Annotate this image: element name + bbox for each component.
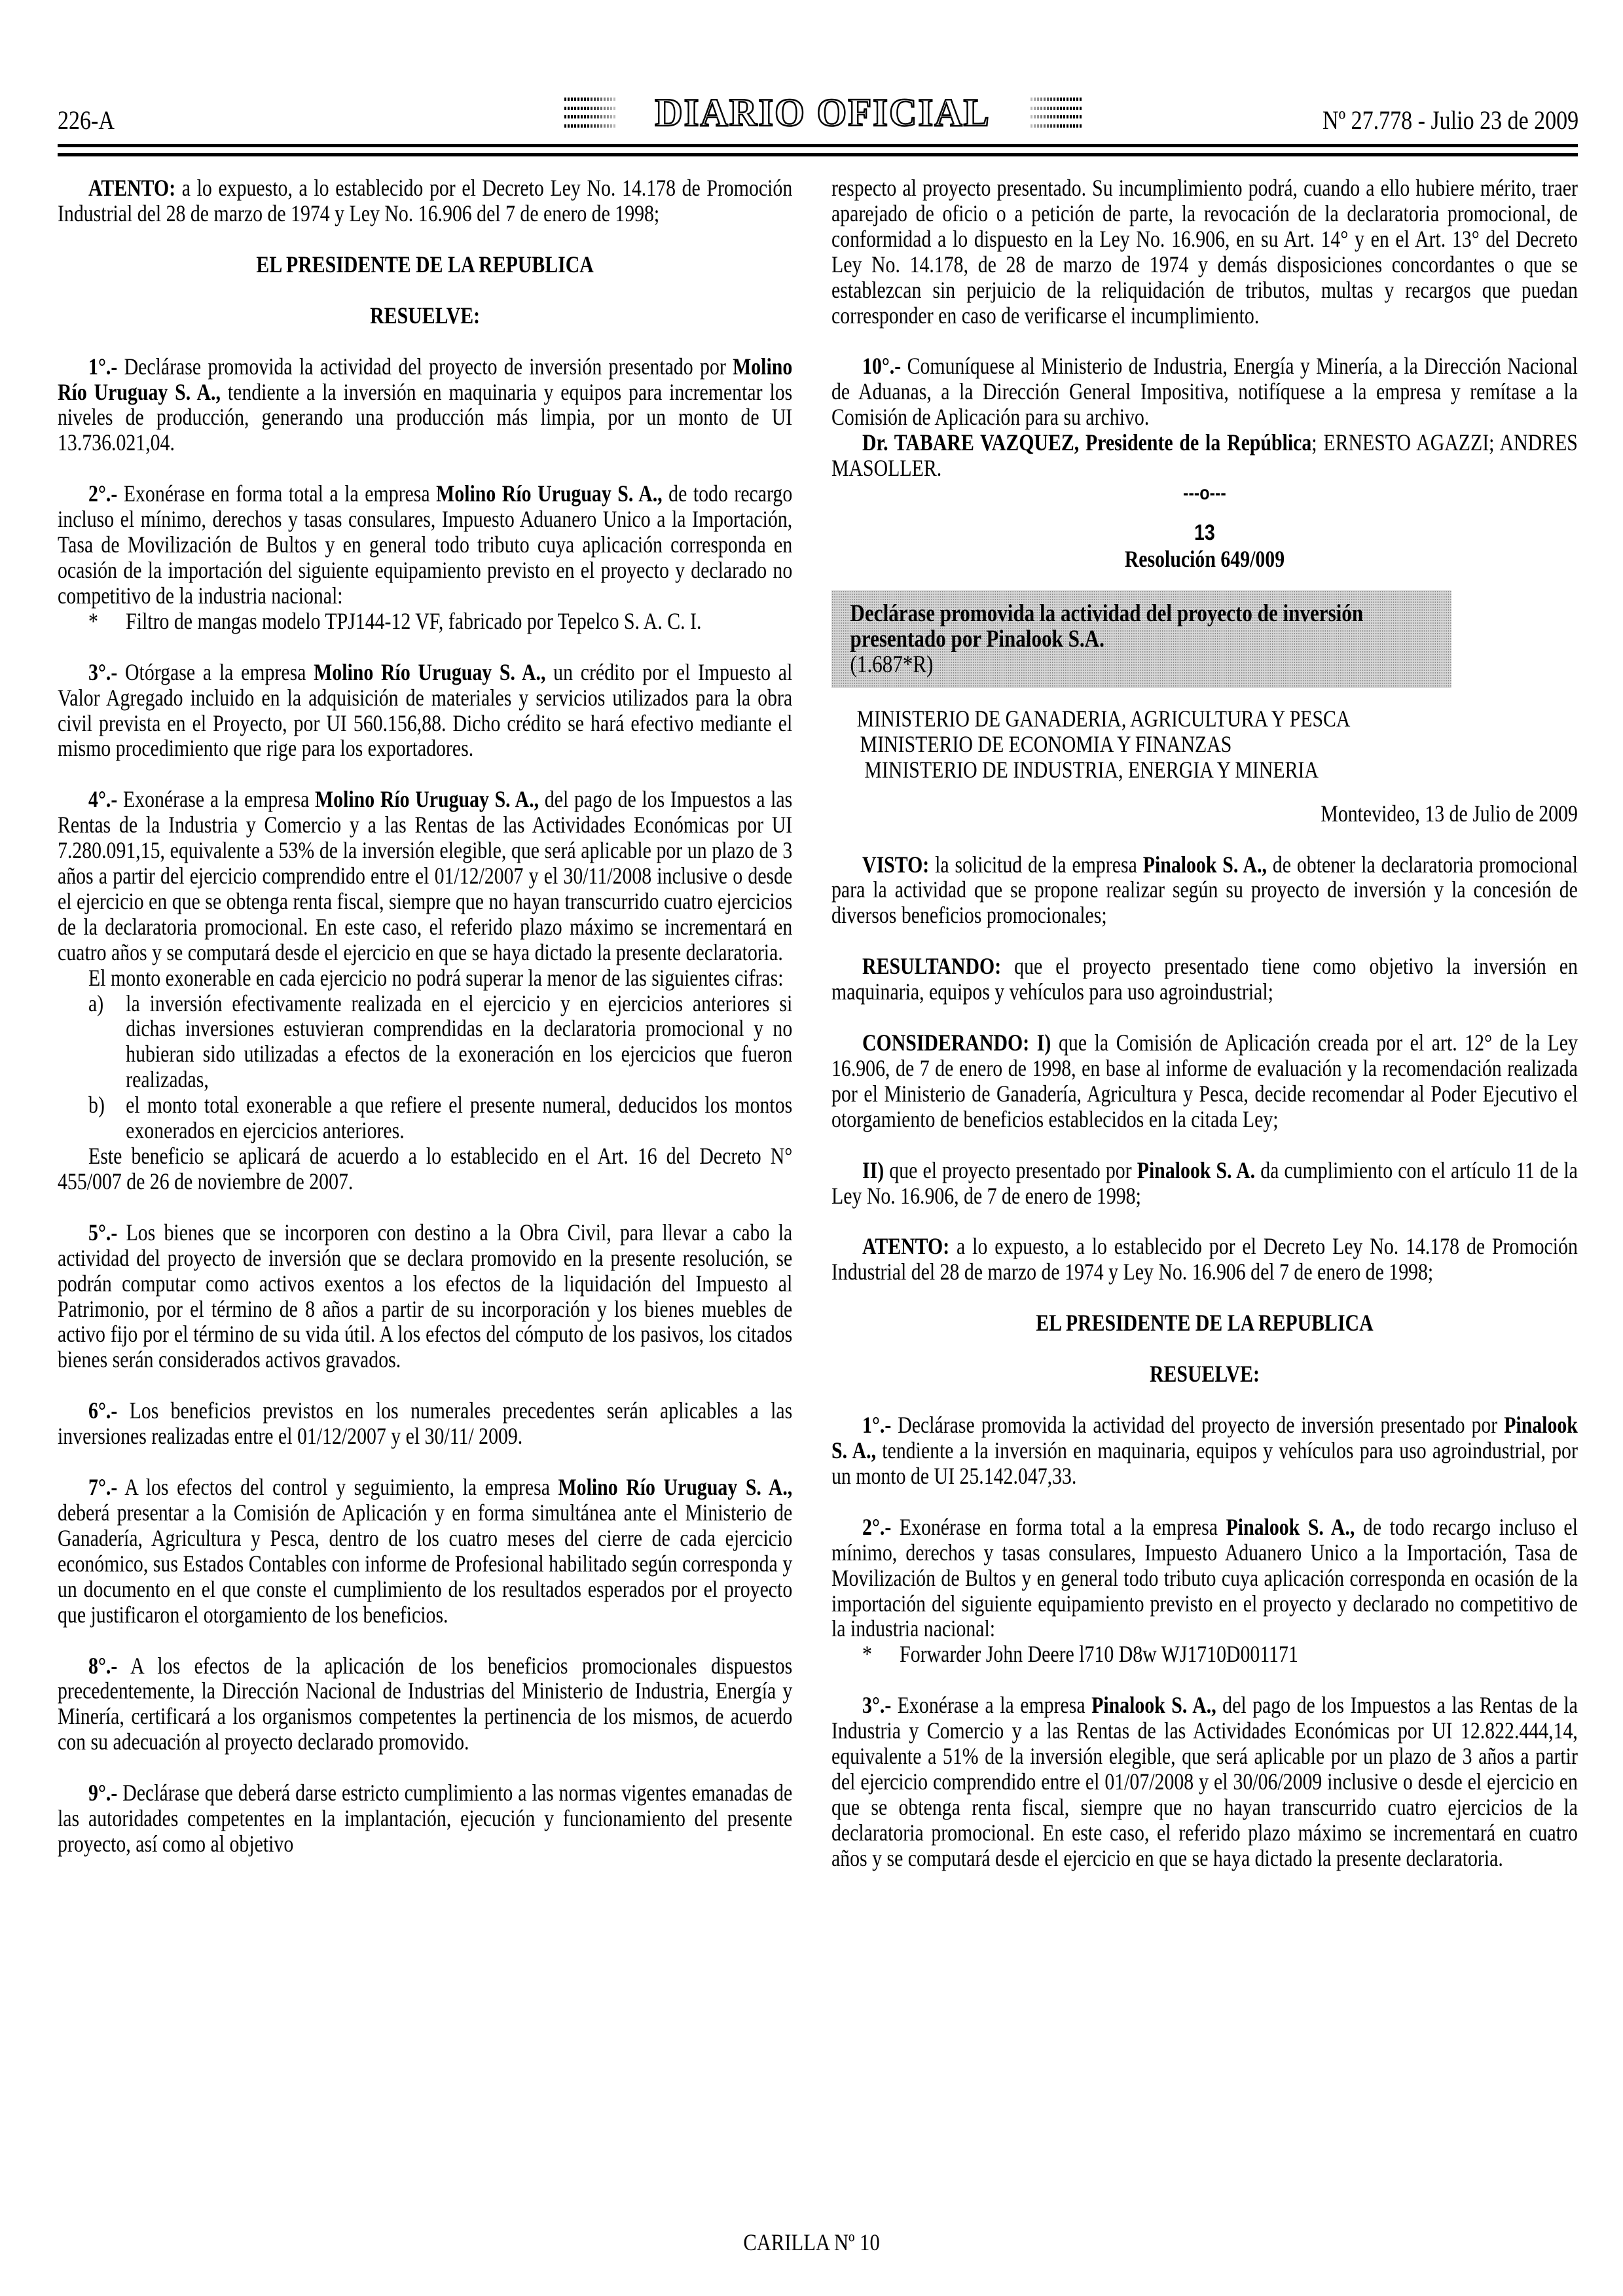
atento-label: ATENTO: — [88, 175, 176, 201]
article-5-number: 5°.- — [88, 1219, 118, 1246]
issue-number-date: Nº 27.778 - Julio 23 de 2009 — [1322, 105, 1578, 135]
resuelve-heading: RESUELVE: — [370, 302, 481, 329]
summary-code: (1.687*R) — [850, 651, 934, 678]
considerando-paragraph — [831, 1030, 1578, 1132]
company-name: Pinalook S. A., — [1142, 851, 1267, 878]
masthead-logo — [564, 91, 1082, 134]
signature-ministers: ; ERNESTO AGAZZI; ANDRES MASOLLER. — [831, 429, 1578, 482]
article-10-number: 10°.- — [862, 353, 902, 380]
masthead-ornament-right-icon — [1030, 98, 1082, 128]
limit-list-item-b — [58, 1092, 792, 1143]
equipment-text: Forwarder John Deere l710 D8w WJ1710D001171 — [900, 1641, 1298, 1668]
ministry-line: MINISTERIO DE ECONOMIA Y FINANZAS — [860, 730, 1232, 757]
equipment-text: Filtro de mangas modelo TPJ144-12 VF, fabricado por Tepelco S. A. C. I. — [126, 607, 702, 634]
article-1-text-a: Declárase promovida la actividad del proyecto de inversión presentado por — [117, 353, 733, 380]
company-name: Molino Río Uruguay S. A., — [558, 1474, 793, 1501]
resuelve-heading: RESUELVE: — [1149, 1361, 1260, 1388]
masthead-ornament-left-icon — [564, 98, 615, 128]
page-footer — [0, 2229, 1623, 2256]
article-3 — [831, 1693, 1578, 1871]
article-9-continued: respecto al proyecto presentado. Su incumplimiento podrá, cuando a ello hubiere mérito, traer aparejado de oficio o a petición de parte, la revocación de la declaratoria promocional, de conformidad a lo dispuesto en la Ley No. 16.906, en su Art. 14° y en el Art. 13° del Decreto Ley No. 14.178, de 28 de marzo de 1974 y demás disposiciones concordantes o que se establezcan sin perjuicio de la reliquidación de tributos, multas y recargos que puedan corresponder en caso de verificarse el incumplimiento. — [831, 175, 1578, 329]
header-rule-top — [58, 144, 1578, 147]
presidente-heading: EL PRESIDENTE DE LA REPUBLICA — [1036, 1310, 1374, 1336]
article-2 — [58, 481, 792, 609]
header-rule-bottom — [58, 153, 1578, 156]
visto-text-a: la solicitud de la empresa — [929, 851, 1143, 878]
article-3-text-b: del pago de los Impuestos a las Rentas de la Industria y Comercio y a las Rentas de las Actividades Económicas por UI 12.822.444,14, equivalente a 51% de la inversión elegible, que será aplicable por un plazo de 3 años a partir del ejercicio comprendido entre el 01/07/2008 y el 30/06/2009 inclusive o desde el ejercicio en que se obtenga renta fiscal, siempre que no hayan transcurrido cuatro ejercicios de la declaratoria promocional. En este caso, el referido plazo máximo se incrementará en cuatro años y se computará desde el ejercicio en que se haya dictado la presente declaratoria. — [831, 1692, 1578, 1871]
article-10 — [831, 353, 1578, 430]
signature-president: Dr. TABARE VAZQUEZ, Presidente de la República — [862, 429, 1312, 456]
article-2-text-a: Exonérase en forma total a la empresa — [891, 1513, 1226, 1540]
page-number: 226-A — [58, 105, 115, 135]
considerando-text: que la Comisión de Aplicación creada por el art. 12° de la Ley 16.906, de 7 de enero de 1998, en base al informe de evaluación y la recomendación realizada por el Ministerio de Ganadería, Agricultura y Pesca, decide recomendar al Poder Ejecutivo el otorgamiento de beneficios establecidos en la citada Ley; — [831, 1030, 1578, 1132]
article-6 — [58, 1398, 792, 1449]
summary-line-2: presentado por Pinalook S.A. — [850, 625, 1104, 653]
article-2-text-b: de todo recargo incluso el mínimo, derechos y tasas consulares, Impuesto Aduanero Unico a la Importación, Tasa de Movilización de Bultos y en general todo tributo cuya aplicación corresponda en ocasión de la importación del siguiente equipamiento previsto en el proyecto y declarado no competitivo de la industria nacional: — [58, 480, 793, 609]
atento-text: a lo expuesto, a lo establecido por el Decreto Ley No. 14.178 de Promoción Industrial del 28 de marzo de 1974 y Ley No. 16.906 del 7 de enero de 1998; — [831, 1233, 1578, 1285]
equipment-list-item — [58, 609, 792, 634]
resultando-label: RESULTANDO: — [862, 953, 1002, 980]
list-marker: b) — [88, 1092, 105, 1119]
article-5-text: Los bienes que se incorporen con destino a la Obra Civil, para llevar a cabo la actividad del proyecto de inversión que se declara promovido en la presente resolución, se podrán computar como activos exentos a los efectos de la liquidación del Impuesto al Patrimonio, por el término de 8 años a partir de su incorporación y los bienes muebles de activo fijo por el término de su vida útil. A los efectos del cómputo de los pasivos, los citados bienes serán considerados activos gravados. — [58, 1219, 793, 1373]
equipment-list-item — [831, 1641, 1578, 1667]
dateline: Montevideo, 13 de Julio de 2009 — [1321, 800, 1578, 827]
section-separator: ---o--- — [1183, 482, 1226, 504]
carilla-number: CARILLA Nº 10 — [743, 2229, 880, 2255]
considerando-ii-text-b: da cumplimiento con el artículo 11 de la Ley No. 16.906, de 7 de enero de 1998; — [831, 1157, 1578, 1209]
left-column — [58, 175, 792, 1857]
article-8-number: 8°.- — [88, 1652, 118, 1679]
resolution-index: 13 — [1194, 520, 1215, 545]
article-6-text: Los beneficios previstos en los numerales precedentes serán aplicables a las inversiones realizadas entre el 01/12/2007 y el 30/11/ 2009. — [58, 1397, 793, 1450]
article-1-number: 1°.- — [88, 353, 118, 380]
list-marker: a) — [88, 990, 104, 1016]
ministries-list — [831, 706, 1578, 783]
article-3-text-b: un crédito por el Impuesto al Valor Agregado incluido en la adquisición de materiales y servicios utilizados para la obra civil prevista en el Proyecto, por UI 560.156,88. Dicho crédito se hará efectivo mediante el mismo procedimiento que rige para los exportadores. — [58, 658, 793, 762]
company-name: Molino Río Uruguay S. A., — [436, 480, 663, 507]
company-name: Pinalook S. A. — [1137, 1157, 1256, 1183]
visto-label: VISTO: — [862, 851, 930, 878]
article-4 — [58, 787, 792, 965]
article-5 — [58, 1220, 792, 1372]
masthead-title: DIARIO OFICIAL — [655, 91, 991, 134]
list-text: el monto total exonerable a que refiere el presente numeral, deducidos los montos exonerados en ejercicios anteriores. — [126, 1092, 793, 1144]
resolution-summary-box — [831, 590, 1451, 688]
presidente-heading: EL PRESIDENTE DE LA REPUBLICA — [256, 251, 594, 278]
asterisk-bullet-icon: * — [88, 607, 98, 634]
article-3-number: 3°.- — [88, 658, 118, 685]
article-9-text: Declárase que deberá darse estricto cumplimiento a las normas vigentes emanadas de las autoridades competentes en la implantación, ejecución y funcionamiento del presente proyecto, así como al objetivo — [58, 1780, 793, 1857]
ministry-line: MINISTERIO DE INDUSTRIA, ENERGIA Y MINERIA — [864, 756, 1319, 783]
company-name: Pinalook S. A., — [1226, 1513, 1355, 1540]
article-7-number: 7°.- — [88, 1474, 118, 1501]
company-name: Molino Río Uruguay S. A., — [58, 353, 793, 405]
signatures — [831, 430, 1578, 481]
ministry-line: MINISTERIO DE GANADERIA, AGRICULTURA Y PESCA — [856, 705, 1351, 732]
company-name: Pinalook S. A., — [1091, 1692, 1216, 1719]
article-4-text-a: Exonérase a la empresa — [117, 786, 316, 813]
article-4-limit-intro: El monto exonerable en cada ejercicio no podrá superar la menor de las siguientes cifras: — [88, 964, 784, 991]
article-4-decree-note: Este beneficio se aplicará de acuerdo a lo establecido en el Art. 16 del Decreto N° 455/007 de 26 de noviembre de 2007. — [58, 1143, 793, 1194]
article-1-text-b: tendiente a la inversión en maquinaria y equipos para incrementar los niveles de producción, generando una producción más limpia, por un monto de UI 13.736.021,04. — [58, 378, 793, 456]
summary-line-1: Declárase promovida la actividad del proyecto de inversión — [850, 600, 1364, 627]
article-3-text-a: Exonérase a la empresa — [891, 1692, 1092, 1719]
article-7-text-b: deberá presentar a la Comisión de Aplicación y en forma simultánea ante el Ministerio de Ganadería, Agricultura y Pesca, dentro de los cuatro meses del cierre de cada ejercicio económico, sus Estados Contables con informe de Profesional habilitado según corresponda y un documento en el que conste el cumplimiento de los resultados esperados por el proyecto que justificaron el otorgamiento de los beneficios. — [58, 1499, 793, 1628]
article-3 — [58, 660, 792, 762]
article-1-text-b: tendiente a la inversión en maquinaria, equipos y vehículos para uso agroindustrial, por un monto de UI 25.142.047,33. — [831, 1437, 1578, 1489]
article-10-text: Comuníquese al Ministerio de Industria, Energía y Minería, a la Dirección Nacional de Aduanas, a la Dirección General Impositiva, notifíquese a la empresa y remítase a la Comisión de Aplicación para su archivo. — [831, 353, 1578, 431]
article-8 — [58, 1653, 792, 1755]
article-1-text-a: Declárase promovida la actividad del proyecto de inversión presentado por — [891, 1412, 1504, 1439]
article-3-number: 3°.- — [862, 1692, 892, 1719]
article-2 — [831, 1515, 1578, 1642]
article-2-number: 2°.- — [88, 480, 118, 507]
visto-paragraph — [831, 852, 1578, 929]
article-7 — [58, 1475, 792, 1627]
right-column — [831, 175, 1578, 1871]
article-9-number: 9°.- — [88, 1780, 118, 1806]
resolution-title: Resolución 649/009 — [1124, 545, 1285, 572]
article-9 — [58, 1780, 792, 1857]
article-3-text-a: Otórgase a la empresa — [117, 658, 314, 685]
article-1-number: 1°.- — [862, 1412, 892, 1439]
article-8-text: A los efectos de la aplicación de los beneficios promocionales dispuestos precedentemente, la Dirección Nacional de Industrias del Ministerio de Industria, Energía y Minería, certificará a los organismos competentes la pertinencia de los mismos, de acuerdo con su adecuación al proyecto declarado promovido. — [58, 1652, 793, 1755]
article-6-number: 6°.- — [88, 1397, 118, 1424]
atento-paragraph — [58, 175, 792, 226]
resultando-text: que el proyecto presentado tiene como objetivo la inversión en maquinaria, equipos y vehículos para uso agroindustrial; — [831, 953, 1578, 1005]
article-2-text-a: Exonérase en forma total a la empresa — [117, 480, 437, 507]
limit-list-item-a — [58, 991, 792, 1093]
article-2-text-b: de todo recargo incluso el mínimo, derechos y tasas consulares, Impuesto Aduanero Unico a la Importación, Tasa de Movilización de Bultos y en general todo tributo cuya aplicación corresponda en ocasión de la importación del siguiente equipamiento previsto en el proyecto y declarado no competitivo de la industria nacional: — [831, 1513, 1578, 1642]
atento-paragraph — [831, 1234, 1578, 1285]
considerando-ii-text-a: que el proyecto presentado por — [884, 1157, 1137, 1183]
article-4-number: 4°.- — [88, 786, 118, 813]
atento-text: a lo expuesto, a lo establecido por el Decreto Ley No. 14.178 de Promoción Industrial del 28 de marzo de 1974 y Ley No. 16.906 del 7 de enero de 1998; — [58, 175, 793, 226]
visto-text-b: de obtener la declaratoria promocional para la actividad que se propone realizar según su proyecto de inversión y la concesión de diversos beneficios promocionales; — [831, 851, 1578, 929]
considerando-ii-paragraph — [831, 1158, 1578, 1209]
considerando-label: CONSIDERANDO: I) — [862, 1030, 1051, 1056]
atento-label: ATENTO: — [862, 1233, 950, 1260]
asterisk-bullet-icon: * — [862, 1641, 872, 1668]
company-name: Molino Río Uruguay S. A., — [314, 658, 546, 685]
list-text: la inversión efectivamente realizada en el ejercicio y en ejercicios anteriores si dichas inversiones estuvieran comprendidas en la declaratoria promocional y no hubieran sido utilizadas a efectos de la exoneración en los ejercicios que fueron realizadas, — [126, 990, 793, 1093]
considerando-ii-label: II) — [862, 1157, 884, 1183]
article-2-number: 2°.- — [862, 1513, 892, 1540]
article-1 — [58, 354, 792, 456]
article-1 — [831, 1412, 1578, 1489]
resultando-paragraph — [831, 954, 1578, 1005]
company-name: Molino Río Uruguay S. A., — [315, 786, 539, 813]
company-name: Pinalook S. A., — [831, 1412, 1578, 1463]
article-7-text-a: A los efectos del control y seguimiento, la empresa — [117, 1474, 558, 1501]
article-4-text-b: del pago de los Impuestos a las Rentas de la Industria y Comercio y a las Rentas de las Actividades Económicas por UI 7.280.091,15, equivalente a 53% de la inversión elegible, que será aplicable por un plazo de 3 años a partir del ejercicio comprendido entre el 01/12/2007 y el 30/11/2008 inclusive o desde el ejercicio en que se obtenga renta fiscal, siempre que no hayan transcurrido cuatro ejercicios de la declaratoria promocional. En este caso, el referido plazo máximo se incrementará en cuatro años y se computará desde el ejercicio en que se haya dictado la presente declaratoria. — [58, 786, 793, 965]
